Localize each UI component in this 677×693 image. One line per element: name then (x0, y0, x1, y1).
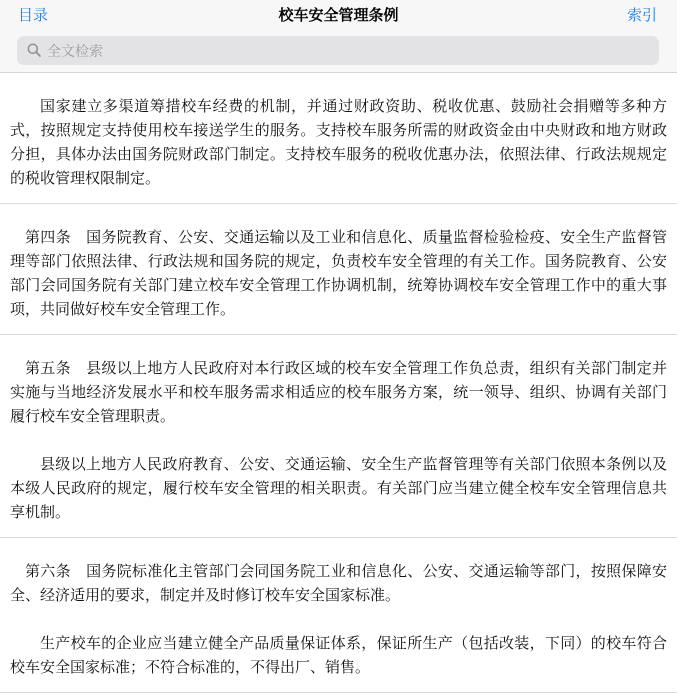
search-input[interactable] (45, 36, 649, 67)
article-block (0, 335, 677, 538)
article-block (0, 538, 677, 693)
index-button[interactable]: 索引 (626, 6, 657, 24)
contents-button[interactable]: 目录 (18, 6, 49, 24)
navigation-bar (0, 0, 677, 28)
article-block (0, 204, 677, 335)
article-paragraph: 第四条 国务院教育、公安、交通运输以及工业和信息化、质量监督检验检疫、安全生产监督管理等部门依照法律、行政法规和国务院的规定，负责校车安全管理的有关工作。国务院教育、公安部门会同国务院有关部门建立校车安全管理工作协调机制，统筹协调校车安全管理工作中的重大事项，共同做好校车安全管理工作。 (10, 228, 667, 318)
article-list[interactable] (0, 72, 677, 676)
article-paragraph: 国家建立多渠道筹措校车经费的机制，并通过财政资助、税收优惠、鼓励社会捐赠等多种方式，按照规定支持使用校车接送学生的服务。支持校车服务所需的财政资金由中央财政和地方财政分担，具体办法由国务院财政部门制定。支持校车服务的税收优惠办法，依照法律、行政法规规定的税收管理权限制定。 (10, 97, 667, 187)
search-bar (0, 28, 677, 72)
search-icon (27, 43, 41, 57)
article-paragraph: 县级以上地方人民政府教育、公安、交通运输、安全生产监督管理等有关部门依照本条例以及本级人民政府的规定，履行校车安全管理的相关职责。有关部门应当建立健全校车安全管理信息共享机制。 (10, 455, 667, 521)
article-paragraph: 生产校车的企业应当建立健全产品质量保证体系，保证所生产（包括改装，下同）的校车符合校车安全国家标准；不符合标准的，不得出厂、销售。 (10, 634, 667, 676)
article-paragraph: 第六条 国务院标准化主管部门会同国务院工业和信息化、公安、交通运输等部门，按照保障安全、经济适用的要求，制定并及时修订校车安全国家标准。 (10, 562, 667, 604)
article-block (0, 73, 677, 204)
search-field[interactable] (17, 36, 659, 65)
page-title: 校车安全管理条例 (278, 6, 399, 24)
article-paragraph: 第五条 县级以上地方人民政府对本行政区域的校车安全管理工作负总责，组织有关部门制定并实施与当地经济发展水平和校车服务需求相适应的校车服务方案，统一领导、组织、协调有关部门履行校车安全管理职责。 (10, 359, 667, 425)
